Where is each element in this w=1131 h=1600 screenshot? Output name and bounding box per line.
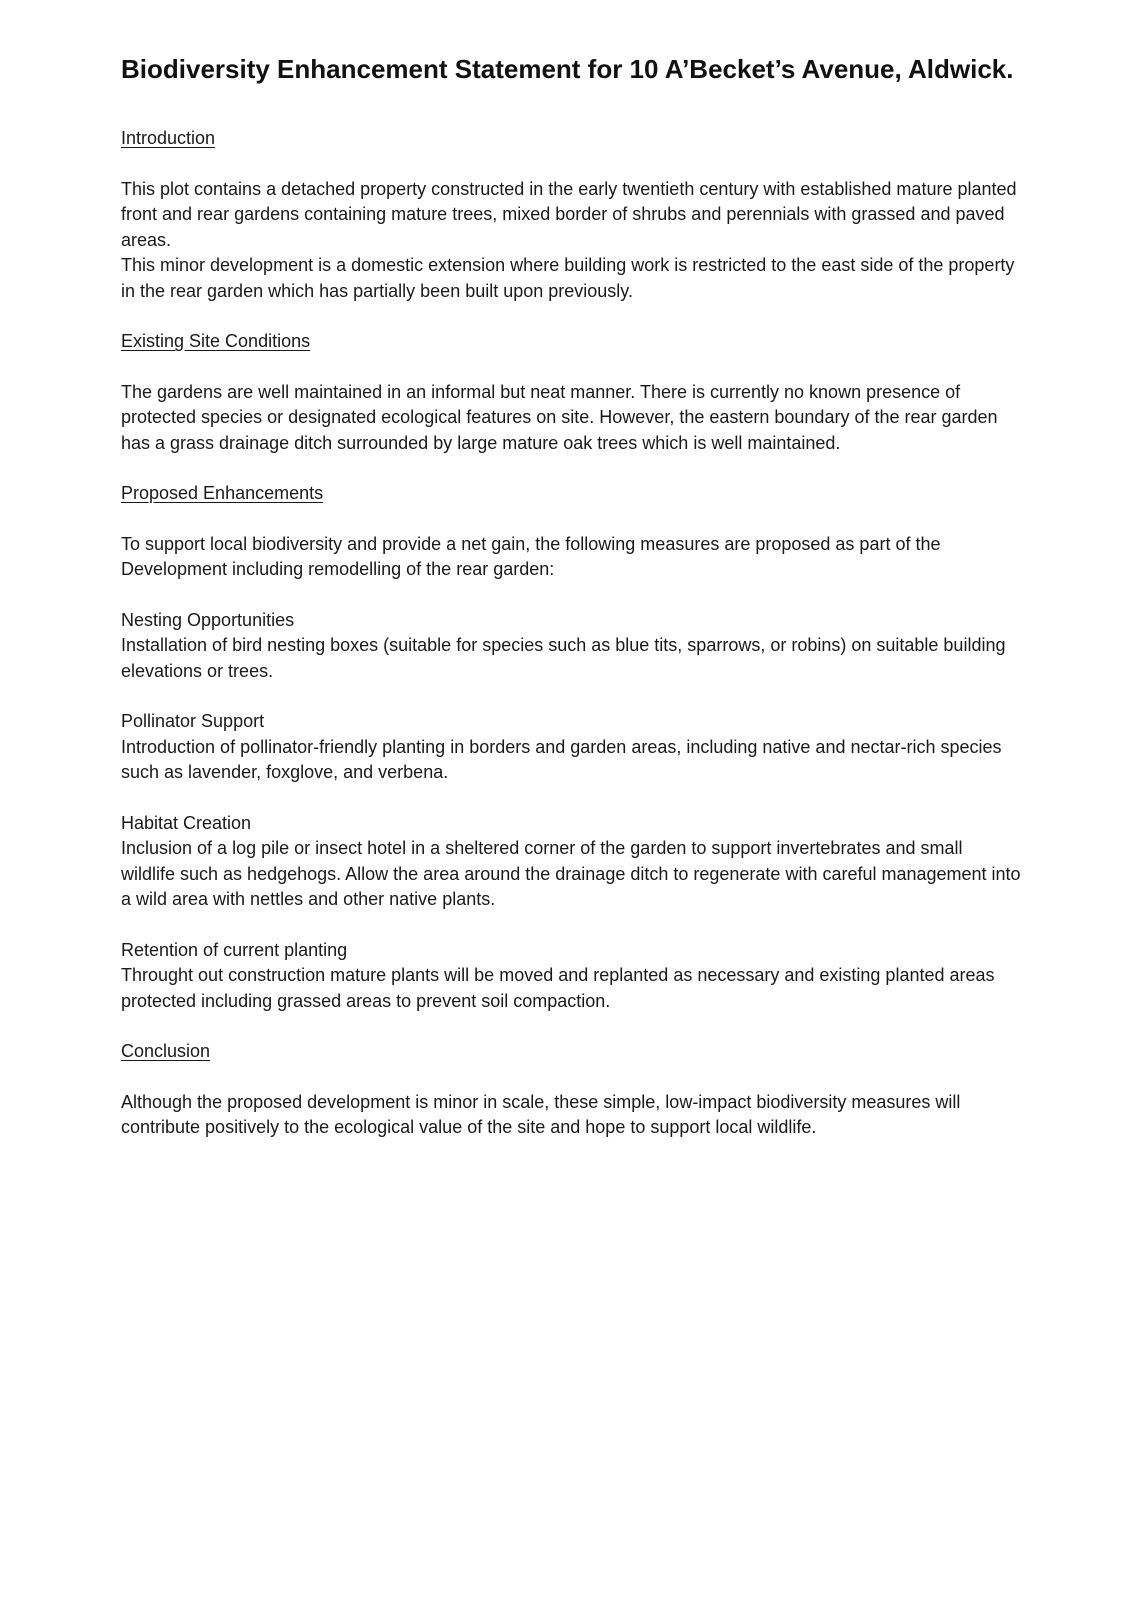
spacer xyxy=(121,88,1021,126)
proposed-enhancements-heading: Proposed Enhancements xyxy=(121,483,324,503)
nesting-opportunities-title: Nesting Opportunities xyxy=(121,609,295,630)
pollinator-support-title: Pollinator Support xyxy=(121,711,265,731)
introduction-paragraph-2: This minor development is a domestic extension where building work is restricted to the east side of the property in the rear garden which has partially been built upon previously. xyxy=(121,255,1015,301)
spacer xyxy=(121,355,1021,380)
spacer xyxy=(121,583,1021,608)
retention-planting-text: Throught out construction mature plants will be moved and replanted as necessary and existing planted areas protected including grassed areas to prevent soil compaction. xyxy=(121,965,995,1011)
nesting-opportunities-text: Installation of bird nesting boxes (suitable for species such as blue tits, sparrows, or robins) on suitable building elevations or trees. xyxy=(121,635,1006,681)
spacer xyxy=(121,507,1021,532)
conclusion-paragraph: Although the proposed development is minor in scale, these simple, low-impact biodiversity measures will contribute positively to the ecological value of the site and hope to support local wildlife. xyxy=(121,1091,961,1137)
conclusion-heading: Conclusion xyxy=(121,1041,211,1061)
spacer xyxy=(121,913,1021,938)
spacer xyxy=(121,1014,1021,1039)
spacer xyxy=(121,1065,1021,1090)
habitat-creation-title: Habitat Creation xyxy=(121,812,252,833)
introduction-heading: Introduction xyxy=(121,128,216,148)
habitat-creation-text: Inclusion of a log pile or insect hotel in a sheltered corner of the garden to support invertebrates and small wildlife such as hedgehogs. Allow the area around the drainage ditch to regenerate with careful management into a wild area with nettles and other native plants. xyxy=(121,838,1021,909)
introduction-paragraph-1: This plot contains a detached property constructed in the early twentieth century with established mature planted front and rear gardens containing mature trees, mixed border of shrubs and perennials with grassed and paved areas. xyxy=(121,178,1017,250)
proposed-enhancements-intro: To support local biodiversity and provide a net gain, the following measures are proposed as part of the Development including remodelling of the rear garden: xyxy=(121,533,941,579)
spacer xyxy=(121,152,1021,177)
spacer xyxy=(121,456,1021,481)
existing-site-paragraph: The gardens are well maintained in an informal but neat manner. There is currently no known presence of protected species or designated ecological features on site. However, the eastern boundary of the rear garden has a grass drainage ditch surrounded by large mature oak trees which is well maintained. xyxy=(121,381,998,453)
existing-site-heading: Existing Site Conditions xyxy=(121,331,311,351)
spacer xyxy=(121,304,1021,329)
document-page xyxy=(121,50,1021,1141)
spacer xyxy=(121,684,1021,709)
pollinator-support-text: Introduction of pollinator-friendly planting in borders and garden areas, including native and nectar-rich species such as lavender, foxglove, and verbena. xyxy=(121,736,1002,782)
retention-planting-title: Retention of current planting xyxy=(121,939,348,960)
spacer xyxy=(121,786,1021,811)
document-title: Biodiversity Enhancement Statement for 10 A’Becket’s Avenue, Aldwick. xyxy=(121,54,1014,84)
